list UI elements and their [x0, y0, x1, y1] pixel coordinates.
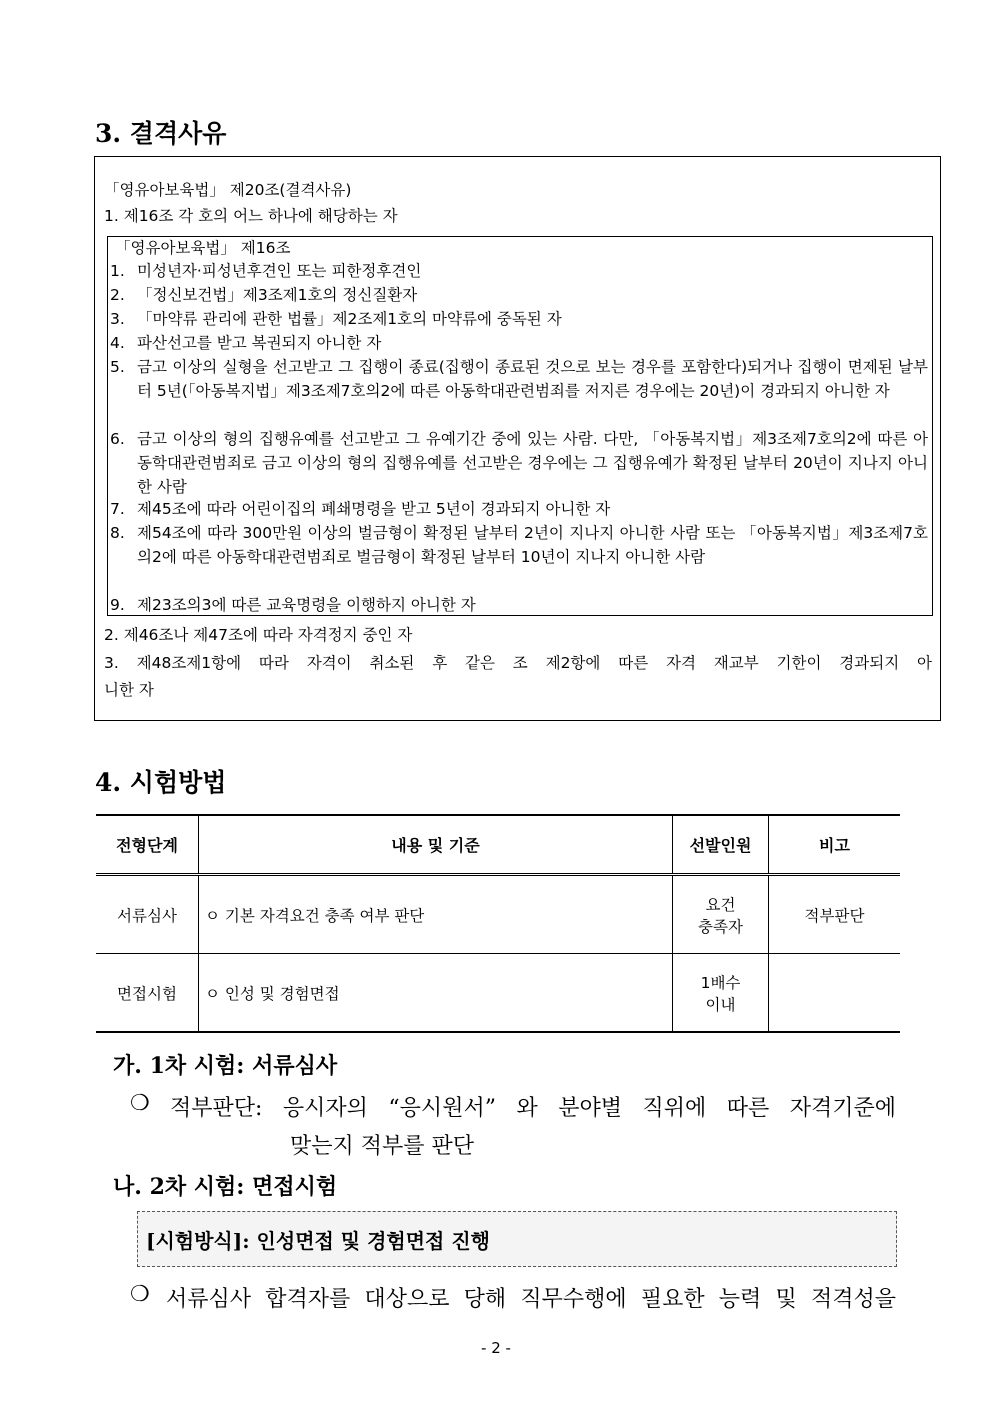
- article-item: [110, 331, 928, 355]
- article-item-text: 「정신보건법」제3조제1호의 정신질환자: [137, 286, 418, 304]
- row-count-line1: 1배수: [700, 973, 741, 992]
- row-note: 적부판단: [769, 875, 901, 954]
- subsection-b-title: 나. 2차 시험: 면접시험: [113, 1174, 338, 1200]
- item-3-line-1: 3. 제48조제1항에 따라 자격이 취소된 후 같은 조 제2항에 따른 자격 재교부 기한이 경과되지 아: [104, 654, 932, 672]
- table-row: [96, 875, 900, 954]
- article-16-heading: 「영유아보육법」 제16조: [115, 239, 291, 257]
- subsection-a-title: 가. 1차 시험: 서류심사: [113, 1053, 338, 1079]
- table-header-row: [96, 815, 900, 875]
- article-item: [110, 521, 928, 569]
- item-3-line-2: 니한 자: [104, 681, 154, 699]
- row-count: [673, 875, 769, 954]
- article-item-text: 제23조의3에 따른 교육명령을 이행하지 아니한 자: [137, 596, 476, 614]
- item-2: 2. 제46조나 제47조에 따라 자격정지 중인 자: [104, 626, 413, 644]
- article-item-text: 금고 이상의 실형을 선고받고 그 집행이 종료(집행이 종료된 것으로 보는 경우를 포함한다)되거나 집행이 면제된 날부터 5년(「아동복지법」제3조제7호의2에 따른 아동학대관련범죄를 저지른 경우에는 20년)이 경과되지 아니한 자: [137, 358, 928, 400]
- article-item: [110, 497, 928, 521]
- exam-method-text: [시험방식]: 인성면접 및 경험면접 진행: [146, 1229, 490, 1253]
- article-item: [110, 307, 928, 331]
- law-heading: 「영유아보육법」 제20조(결격사유): [104, 181, 352, 199]
- article-item-number: 1.: [110, 262, 125, 280]
- article-item-number: 4.: [110, 334, 125, 352]
- page-number: - 2 -: [481, 1339, 511, 1357]
- article-item: [110, 259, 928, 283]
- table-row: [96, 954, 900, 1033]
- article-item-text: 파산선고를 받고 복권되지 아니한 자: [137, 334, 382, 352]
- article-item-text: 제45조에 따라 어린이집의 폐쇄명령을 받고 5년이 경과되지 아니한 자: [137, 500, 611, 518]
- article-item-text: 제54조에 따라 300만원 이상의 벌금형이 확정된 날부터 2년이 지나지 아니한 사람 또는 「아동복지법」제3조제7호의2에 따른 아동학대관련범죄로 벌금형이 확정된 날부터 10년이 지나지 아니한 사람: [137, 524, 928, 566]
- article-item-number: 7.: [110, 500, 125, 518]
- article-item-text: 금고 이상의 형의 집행유예를 선고받고 그 유예기간 중에 있는 사람. 다만, 「아동복지법」제3조제7호의2에 따른 아동학대관련범죄로 금고 이상의 형의 집행유예를 선고받은 경우에는 그 집행유예가 확정된 날부터 20년이 지나지 아니한 사람: [137, 430, 928, 496]
- article-item: [110, 427, 928, 499]
- header-stage: 전형단계: [96, 815, 199, 875]
- row-note: [769, 954, 901, 1033]
- row-stage: 서류심사: [96, 875, 199, 954]
- header-note: 비고: [769, 815, 901, 875]
- article-item-number: 8.: [110, 524, 125, 542]
- article-item: [110, 593, 928, 617]
- article-item-number: 9.: [110, 596, 125, 614]
- row-count: [673, 954, 769, 1033]
- article-item-number: 3.: [110, 310, 125, 328]
- article-item: [110, 283, 928, 307]
- article-item-number: 2.: [110, 286, 125, 304]
- article-item: [110, 355, 928, 403]
- article-item-text: 미성년자·피성년후견인 또는 피한정후견인: [137, 262, 422, 280]
- header-count: 선발인원: [673, 815, 769, 875]
- bullet-a-line-2: 맞는지 적부를 판단: [290, 1134, 475, 1159]
- row-content: ㅇ 기본 자격요건 충족 여부 판단: [199, 875, 673, 954]
- row-count-line2: 이내: [705, 995, 736, 1014]
- bullet-a-line-1: 적부판단: 응시자의 “응시원서” 와 분야별 직위에 따른 자격기준에: [170, 1096, 896, 1121]
- section-3-title: 3. 결격사유: [95, 119, 227, 148]
- item-1: 1. 제16조 각 호의 어느 하나에 해당하는 자: [104, 207, 398, 225]
- article-item-number: 5.: [110, 358, 125, 376]
- article-item-text: 「마약류 관리에 관한 법률」제2조제1호의 마약류에 중독된 자: [137, 310, 562, 328]
- row-count-line1: 요건: [705, 895, 736, 914]
- bullet-icon: ❍: [130, 1091, 150, 1116]
- bullet-b-line-1: 서류심사 합격자를 대상으로 당해 직무수행에 필요한 능력 및 적격성을: [166, 1287, 896, 1312]
- section-4-title: 4. 시험방법: [95, 768, 227, 797]
- bullet-icon: ❍: [130, 1282, 150, 1307]
- header-content: 내용 및 기준: [199, 815, 673, 875]
- row-stage: 면접시험: [96, 954, 199, 1033]
- row-content: ㅇ 인성 및 경험면접: [199, 954, 673, 1033]
- row-count-line2: 충족자: [698, 917, 743, 936]
- article-item-number: 6.: [110, 430, 125, 448]
- exam-method-table: [96, 814, 900, 1033]
